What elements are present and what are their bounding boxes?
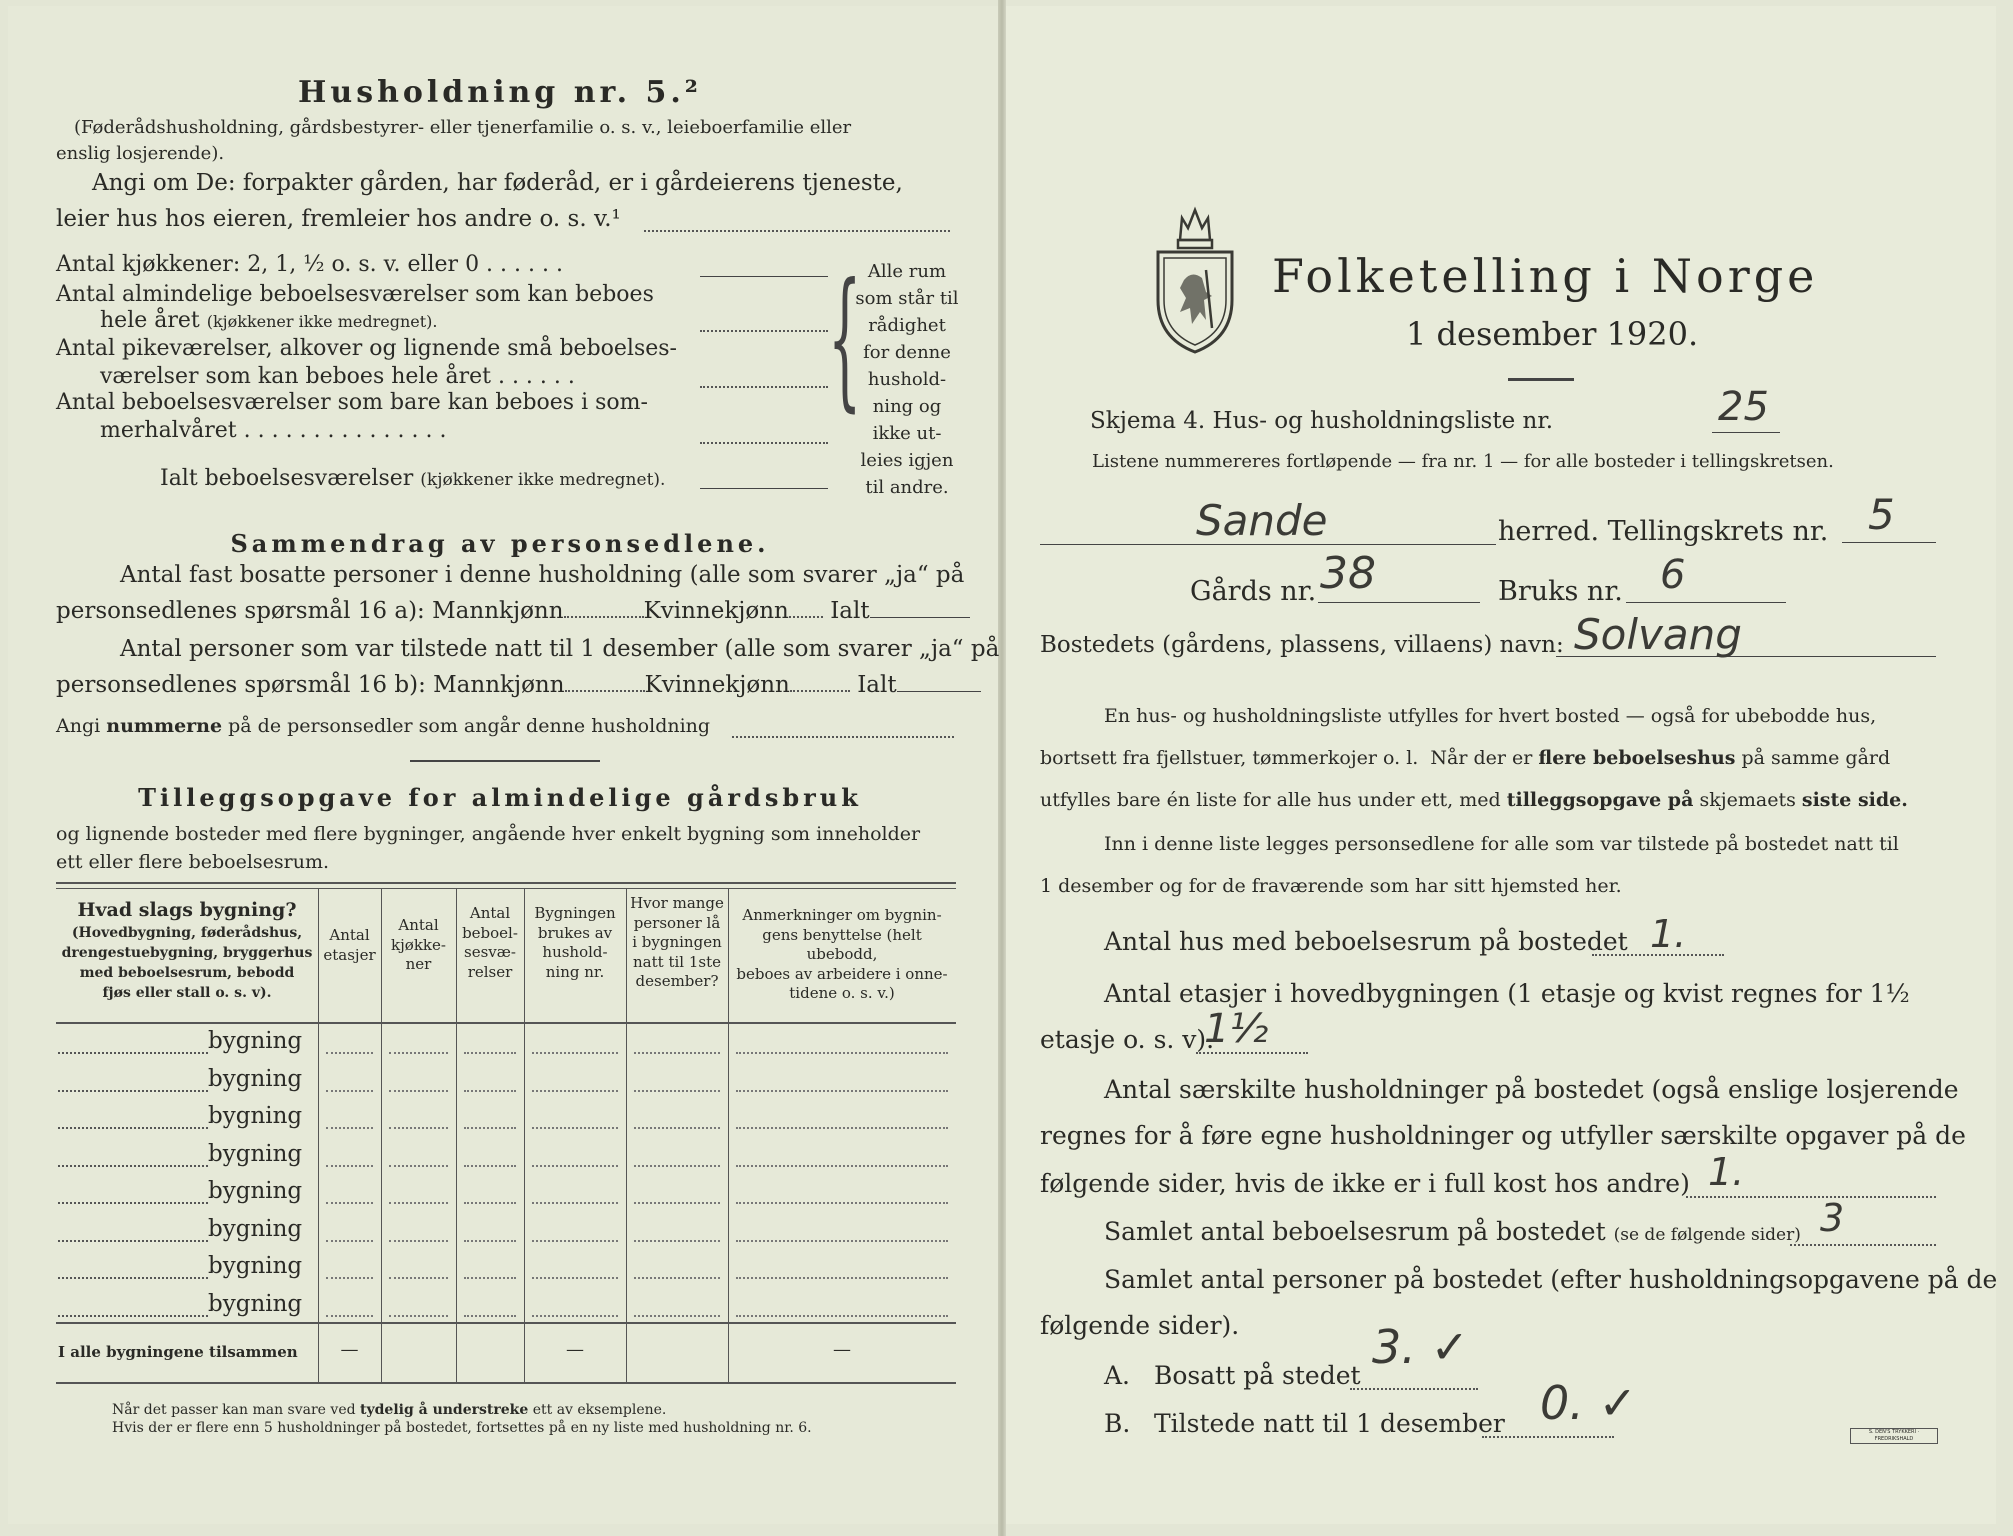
krets-answer-line[interactable] bbox=[1842, 542, 1936, 543]
header-building-type-sub-line: drengestuebygning, bryggerhus bbox=[61, 944, 313, 961]
table-row[interactable] bbox=[56, 1022, 956, 1060]
question-angi-2: leier hus hos eieren, fremleier hos andre o. s. v.¹ bbox=[56, 206, 621, 232]
header-personer-natt-line: Hvor mange bbox=[630, 894, 724, 912]
table-cell-line[interactable] bbox=[464, 1202, 516, 1204]
question-husholdninger-3: følgende sider, hvis de ikke er i full kost hos andre) bbox=[1040, 1169, 1690, 1198]
table-cell-line[interactable] bbox=[464, 1277, 516, 1279]
info-5: 1 desember og for de fraværende som har sitt hjemsted her. bbox=[1040, 875, 1622, 897]
question-kjokkener: Antal kjøkkener: 2, 1, ½ o. s. v. eller 0 . . . . . . bbox=[56, 252, 563, 277]
header-personer-natt-line: personer lå bbox=[633, 913, 721, 932]
header-brukes-av-line: hushold- bbox=[542, 943, 608, 961]
addon-title: Tilleggsopgave for almindelige gårdsbruk bbox=[138, 783, 862, 812]
table-cell-line[interactable] bbox=[532, 1165, 618, 1167]
building-name-line[interactable] bbox=[58, 1165, 208, 1167]
header-antal-etasjer bbox=[318, 926, 381, 965]
table-cell-line[interactable] bbox=[464, 1127, 516, 1129]
question-almindelige-1: Antal almindelige beboelsesværelser som kan beboes bbox=[56, 282, 654, 307]
table-cell-line[interactable] bbox=[532, 1052, 618, 1054]
question-sommer-2: merhalvåret . . . . . . . . . . . . . . . bbox=[100, 418, 447, 443]
header-building-type: Hvad slags bygning? (Hovedbygning, føderådshus, drengestuebygning, bryggerhus med beboelsesrum, bebodd fjøs eller stall o. s. v). bbox=[56, 898, 318, 1003]
coat-of-arms-icon bbox=[1150, 200, 1240, 360]
hus-value: 1. bbox=[1650, 912, 1687, 956]
info-3: utfylles bare én liste for alle hus under ett, med tilleggsopgave på skjemaets siste side. bbox=[1040, 789, 1908, 811]
gards-answer-line[interactable] bbox=[1318, 602, 1480, 603]
table-cell-line[interactable] bbox=[634, 1202, 720, 1204]
building-name-line[interactable] bbox=[58, 1090, 208, 1092]
question-personer-2: følgende sider). bbox=[1040, 1311, 1240, 1340]
table-cell-line[interactable] bbox=[389, 1165, 448, 1167]
a-value: 3. ✓ bbox=[1372, 1320, 1470, 1374]
side-note-line: hushold- bbox=[867, 369, 947, 390]
buildings-table bbox=[56, 882, 956, 1387]
summary-2b: personsedlenes spørsmål 16 b): Mannkjønn Kvinnekjønn Ialt bbox=[56, 672, 981, 698]
question-etasjer-1: Antal etasjer i hovedbygningen (1 etasje og kvist regnes for 1½ bbox=[1104, 979, 1910, 1008]
total-beboelse-dash: — bbox=[566, 1339, 584, 1360]
summary-1b: personsedlenes spørsmål 16 a): Mannkjønn Kvinnekjønn Ialt bbox=[56, 598, 970, 624]
building-name-line[interactable] bbox=[58, 1202, 208, 1204]
table-cell-line[interactable] bbox=[464, 1165, 516, 1167]
table-cell-line[interactable] bbox=[326, 1090, 373, 1092]
header-antal-kjokkener-line: Antal bbox=[398, 916, 439, 934]
nummerne-answer-line[interactable] bbox=[732, 736, 954, 738]
bruks-label: Bruks nr. bbox=[1498, 576, 1623, 607]
household-title: Husholdning nr. 5.² bbox=[298, 75, 702, 110]
summary-2a: Antal personer som var tilstede natt til 1 desember (alle som svarer „ja“ på bbox=[120, 636, 1000, 662]
table-cell-line[interactable] bbox=[389, 1202, 448, 1204]
table-row[interactable] bbox=[56, 1172, 956, 1210]
row-bygning-label: bygning bbox=[208, 1028, 303, 1054]
table-cell-line[interactable] bbox=[532, 1315, 618, 1317]
question-pike-1: Antal pikeværelser, alkover og lignende små beboelses- bbox=[56, 336, 677, 361]
title-rule bbox=[1508, 378, 1574, 381]
table-cell-line[interactable] bbox=[532, 1240, 618, 1242]
header-antal-beboelse-line: sesvæ- bbox=[464, 943, 516, 961]
info-1: En hus- og husholdningsliste utfylles for hvert bosted — også for ubebodde hus, bbox=[1104, 705, 1877, 727]
question-personer-1: Samlet antal personer på bostedet (efter husholdningsopgavene på de bbox=[1104, 1265, 1998, 1294]
listene-note: Listene nummereres fortløpende — fra nr. 1 — for alle bosteder i tellingskretsen. bbox=[1092, 451, 1834, 472]
summary-title: Sammendrag av personsedlene. bbox=[230, 529, 770, 558]
bosted-value: Solvang bbox=[1574, 610, 1742, 659]
table-cell-line[interactable] bbox=[389, 1127, 448, 1129]
side-note-line: rådighet bbox=[868, 315, 946, 336]
side-note-line: leies igjen bbox=[860, 450, 954, 471]
table-cell-line[interactable] bbox=[326, 1277, 373, 1279]
table-cell-line[interactable] bbox=[532, 1202, 618, 1204]
header-building-type-sub-line: med beboelsesrum, bebodd bbox=[79, 964, 295, 981]
header-brukes-av-husholdning bbox=[524, 904, 626, 982]
table-cell-line[interactable] bbox=[634, 1165, 720, 1167]
census-title: Folketelling i Norge bbox=[1272, 249, 1819, 303]
table-cell-line[interactable] bbox=[326, 1240, 373, 1242]
side-note bbox=[852, 258, 962, 501]
table-row[interactable] bbox=[56, 1135, 956, 1173]
table-cell-line[interactable] bbox=[389, 1052, 448, 1054]
etasjer-answer-line[interactable] bbox=[1196, 1052, 1308, 1054]
question-etasjer-2: etasje o. s. v). bbox=[1040, 1025, 1215, 1054]
table-cell-line[interactable] bbox=[464, 1052, 516, 1054]
row-bygning-label: bygning bbox=[208, 1065, 303, 1092]
header-building-type-sub-line: (Hovedbygning, føderådshus, bbox=[71, 924, 303, 941]
header-antal-kjokkener-line: ner bbox=[405, 955, 432, 973]
table-cell-line[interactable] bbox=[634, 1315, 720, 1317]
a-label: A. bbox=[1104, 1361, 1131, 1390]
divider-rule bbox=[410, 760, 600, 762]
pike-answer-line[interactable] bbox=[700, 386, 828, 388]
table-cell-line[interactable] bbox=[532, 1277, 618, 1279]
a-text: Bosatt på stedet bbox=[1154, 1361, 1361, 1390]
side-note-line: ikke ut- bbox=[872, 423, 942, 444]
table-cell-line[interactable] bbox=[634, 1090, 720, 1092]
table-row[interactable] bbox=[56, 1210, 956, 1248]
header-building-type-sub-line: fjøs eller stall o. s. v). bbox=[102, 984, 272, 1001]
bruks-answer-line[interactable] bbox=[1626, 602, 1786, 603]
header-antal-etasjer-line: etasjer bbox=[323, 945, 376, 964]
header-anmerkninger-line: beboes av arbeidere i onne- bbox=[736, 964, 948, 983]
husholdninger-value: 1. bbox=[1708, 1150, 1745, 1194]
question-husholdninger-2: regnes for å føre egne husholdninger og utfyller særskilte opgaver på de bbox=[1040, 1121, 1966, 1150]
ialt-answer-line[interactable] bbox=[700, 488, 828, 489]
table-cell-line[interactable] bbox=[389, 1277, 448, 1279]
total-row-label: I alle bygningene tilsammen bbox=[58, 1343, 298, 1361]
row-bygning-label: bygning bbox=[208, 1215, 303, 1242]
question-pike-2: værelser som kan beboes hele året . . . . . . bbox=[100, 364, 575, 389]
question-almindelige-2: hele året (kjøkkener ikke medregnet). bbox=[100, 308, 438, 333]
bruks-value: 6 bbox=[1660, 552, 1686, 598]
header-personer-natt-line: i bygningen bbox=[632, 933, 722, 951]
side-note-line: ning og bbox=[872, 396, 942, 417]
header-antal-beboelse-line: Antal bbox=[469, 904, 511, 922]
summary-1a: Antal fast bosatte personer i denne husholdning (alle som svarer „ja“ på bbox=[120, 562, 965, 588]
table-cell-line[interactable] bbox=[736, 1202, 948, 1204]
gards-label: Gårds nr. bbox=[1190, 576, 1317, 607]
row-bygning-label: bygning bbox=[208, 1103, 303, 1129]
b-value: 0. ✓ bbox=[1540, 1376, 1638, 1430]
building-name-line[interactable] bbox=[58, 1240, 208, 1242]
building-name-line[interactable] bbox=[58, 1315, 208, 1317]
page-fold bbox=[998, 0, 1006, 1536]
header-brukes-av-line: brukes av bbox=[537, 923, 613, 942]
info-4: Inn i denne liste legges personsedlene for alle som var tilstede på bostedet natt til bbox=[1104, 833, 1899, 855]
addon-text-1: og lignende bosteder med flere bygninger, angående hver enkelt bygning som inneholder bbox=[56, 823, 921, 845]
header-antal-beboelse-line: beboel- bbox=[462, 923, 518, 942]
table-row[interactable] bbox=[56, 1285, 956, 1323]
header-personer-natt-line: desember? bbox=[635, 972, 719, 990]
question-husholdninger-1: Antal særskilte husholdninger på bostedet (også enslige losjerende bbox=[1104, 1075, 1959, 1104]
table-cell-line[interactable] bbox=[389, 1090, 448, 1092]
skjema-answer-line[interactable] bbox=[1712, 432, 1780, 433]
header-antal-beboelse-line: relser bbox=[467, 962, 513, 981]
table-cell-line[interactable] bbox=[736, 1127, 948, 1129]
side-note-line: som står til bbox=[855, 288, 959, 309]
table-cell-line[interactable] bbox=[464, 1315, 516, 1317]
printer-mark: S. DEN'S TRYKKERI · FREDRIKSHALD bbox=[1850, 1428, 1938, 1444]
building-name-line[interactable] bbox=[58, 1277, 208, 1279]
row-bygning-label: bygning bbox=[208, 1290, 303, 1317]
b-text: Tilstede natt til 1 desember bbox=[1154, 1409, 1505, 1438]
header-anmerkninger-line: gens benyttelse (helt ubebodd, bbox=[762, 925, 922, 963]
table-cell-line[interactable] bbox=[389, 1240, 448, 1242]
rum-answer-line[interactable] bbox=[1790, 1244, 1936, 1246]
krets-value: 5 bbox=[1868, 490, 1895, 539]
table-row[interactable] bbox=[56, 1097, 956, 1135]
info-2: bortsett fra fjellstuer, tømmerkojer o. l. Når der er flere beboelseshus på samme gård bbox=[1040, 747, 1891, 769]
bosted-label: Bostedets (gårdens, plassens, villaens) navn: bbox=[1040, 632, 1564, 658]
table-row[interactable] bbox=[56, 1247, 956, 1285]
header-anmerkninger-line: Anmerkninger om bygnin- bbox=[742, 906, 942, 924]
table-cell-line[interactable] bbox=[326, 1052, 373, 1054]
question-sommer-1: Antal beboelsesværelser som bare kan beboes i som- bbox=[56, 390, 648, 415]
building-name-line[interactable] bbox=[58, 1052, 208, 1054]
table-cell-line[interactable] bbox=[389, 1315, 448, 1317]
row-bygning-label: bygning bbox=[208, 1253, 303, 1279]
header-anmerkninger-line: tidene o. s. v.) bbox=[789, 984, 895, 1002]
a-answer-line[interactable] bbox=[1350, 1388, 1478, 1390]
question-hus: Antal hus med beboelsesrum på bostedet bbox=[1104, 927, 1628, 956]
summary-3: Angi nummerne på de personsedler som angår denne husholdning bbox=[56, 715, 711, 737]
sommer-answer-line[interactable] bbox=[700, 442, 828, 444]
building-name-line[interactable] bbox=[58, 1127, 208, 1129]
table-cell-line[interactable] bbox=[736, 1052, 948, 1054]
table-cell-line[interactable] bbox=[326, 1127, 373, 1129]
skjema-value: 25 bbox=[1718, 384, 1769, 430]
footnote-2: Hvis der er flere enn 5 husholdninger på bostedet, fortsettes på en ny liste med husholdning nr. 6. bbox=[112, 1420, 812, 1436]
brace-symbol: { bbox=[828, 252, 862, 426]
question-rum: Samlet antal beboelsesrum på bostedet (se de følgende sider) bbox=[1104, 1217, 1801, 1246]
question-ialt: Ialt beboelsesværelser (kjøkkener ikke medregnet). bbox=[160, 466, 666, 491]
table-cell-line[interactable] bbox=[326, 1202, 373, 1204]
table-cell-line[interactable] bbox=[634, 1127, 720, 1129]
table-cell-line[interactable] bbox=[532, 1127, 618, 1129]
addon-text-2: ett eller flere beboelsesrum. bbox=[56, 851, 330, 873]
question-angi-1: Angi om De: forpakter gården, har føderåd, er i gårdeierens tjeneste, bbox=[92, 170, 903, 196]
table-cell-line[interactable] bbox=[326, 1315, 373, 1317]
etasjer-value: 1½ bbox=[1204, 1006, 1269, 1052]
angi-answer-line[interactable] bbox=[644, 230, 950, 232]
row-bygning-label: bygning bbox=[208, 1178, 303, 1204]
herred-label: herred. Tellingskrets nr. bbox=[1498, 516, 1829, 547]
household-subtitle-1: (Føderådshusholdning, gårdsbestyrer- eller tjenerfamilie o. s. v., leieboerfamilie eller bbox=[74, 117, 852, 138]
header-brukes-av-line: Bygningen bbox=[534, 904, 616, 922]
kjokkener-answer-line[interactable] bbox=[700, 276, 828, 277]
census-date: 1 desember 1920. bbox=[1406, 315, 1699, 353]
household-subtitle-2: enslig losjerende). bbox=[56, 143, 225, 164]
row-bygning-label: bygning bbox=[208, 1140, 303, 1167]
almindelige-answer-line[interactable] bbox=[700, 330, 828, 332]
herred-value: Sande bbox=[1196, 496, 1328, 545]
table-cell-line[interactable] bbox=[736, 1277, 948, 1279]
header-anmerkninger bbox=[728, 906, 956, 1004]
skjema-label: Skjema 4. Hus- og husholdningsliste nr. bbox=[1090, 408, 1554, 434]
rum-value: 3 bbox=[1820, 1196, 1845, 1240]
table-cell-line[interactable] bbox=[736, 1315, 948, 1317]
table-cell-line[interactable] bbox=[464, 1090, 516, 1092]
husholdninger-answer-line[interactable] bbox=[1686, 1196, 1936, 1198]
side-note-line: for denne bbox=[863, 342, 951, 363]
table-cell-line[interactable] bbox=[634, 1277, 720, 1279]
header-antal-beboelsesvaerelser bbox=[456, 904, 524, 982]
b-label: B. bbox=[1104, 1409, 1131, 1438]
header-antal-etasjer-line: Antal bbox=[329, 926, 370, 944]
table-cell-line[interactable] bbox=[736, 1165, 948, 1167]
table-cell-line[interactable] bbox=[532, 1090, 618, 1092]
header-brukes-av-line: ning nr. bbox=[545, 962, 605, 981]
total-anmerkning-dash: — bbox=[833, 1339, 851, 1360]
table-cell-line[interactable] bbox=[326, 1165, 373, 1167]
header-antal-kjokkener-line: kjøkke- bbox=[391, 935, 446, 954]
table-cell-line[interactable] bbox=[634, 1240, 720, 1242]
header-personer-natt-line: natt til 1ste bbox=[633, 952, 721, 971]
b-answer-line[interactable] bbox=[1482, 1436, 1614, 1438]
total-etasjer-dash: — bbox=[340, 1339, 359, 1360]
side-note-line: Alle rum bbox=[867, 261, 947, 282]
footnote-1: Når det passer kan man svare ved tydelig å understreke ett av eksemplene. bbox=[112, 1402, 667, 1418]
table-cell-line[interactable] bbox=[464, 1240, 516, 1242]
table-cell-line[interactable] bbox=[634, 1052, 720, 1054]
table-cell-line[interactable] bbox=[736, 1090, 948, 1092]
table-row[interactable] bbox=[56, 1060, 956, 1098]
gards-value: 38 bbox=[1320, 548, 1376, 599]
header-antal-kjokkener bbox=[381, 916, 456, 975]
header-personer-natt bbox=[626, 894, 728, 992]
table-cell-line[interactable] bbox=[736, 1240, 948, 1242]
side-note-line: til andre. bbox=[865, 477, 949, 498]
